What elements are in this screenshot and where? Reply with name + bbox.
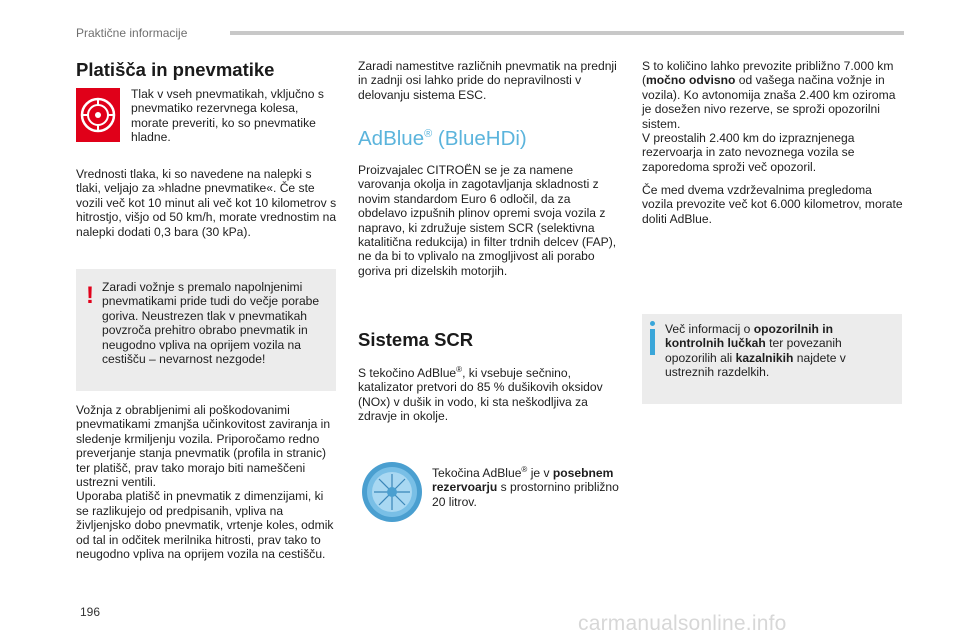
adblue-intro-paragraph: Proizvajalec CITROËN se je za namene varovanja okolja in zagotavljanja skladnosti z novim standardom Euro 6 odločil, da za obdelavo izpušnih plinov opremi svoja vozila z napravo, ki združuje sistem SCR (selektivna katalitična redukcija) in filter trdnih delcev (FAP), ne da bi to vplivalo na zmogljivost ali porabo goriva pri dizelskih motorjih. — [358, 163, 617, 278]
scr-title: Sistema SCR — [358, 329, 474, 350]
info-text: Več informacij o opozorilnih in kontrolnih lučkah ter povezanih opozorilih ali kazalnikih najdete v ustreznih razdelkih. — [665, 322, 846, 380]
pressure-paragraph: Vrednosti tlaka, ki so navedene na nalepki s tlaki, veljajo za »hladne pnevmatike«. Če ste vozili več kot 10 minut ali več kot 10 kilometrov s hitrostjo, višjo od 50 km/h, morate vrednostim na nalepki dodati 0,3 bara (30 kPa). — [76, 167, 337, 239]
range-paragraph: S to količino lahko prevozite približno 7.000 km (močno odvisno od vašega načina vožnje in vozila). Ko avtonomija znaša 2.400 km oziroma je dosežen nivo rezerve, se sproži opozorilni sistem. — [642, 59, 896, 131]
page-number: 196 — [80, 605, 101, 619]
tire-check-text: Tlak v vseh pnevmatikah, vključno s pnevmatiko rezervnega kolesa, morate preveriti, ko so pnevmatike hladne. — [131, 87, 324, 145]
service-refill-paragraph: Če med dvema vzdrževalnima pregledoma vozila prevozite več kot 6.000 kilometrov, morate doliti AdBlue. — [642, 183, 903, 226]
adblue-title: AdBlue® (BlueHDi) — [358, 127, 527, 150]
warning-sequence-paragraph: V preostalih 2.400 km do izpraznjenega rezervoarja in zato nevoznega vozila se zaporedoma sproži več opozoril. — [642, 131, 855, 174]
warning-text: Zaradi vožnje s premalo napolnjenimi pnevmatikami pride tudi do večje porabe goriva. Neustrezen tlak v pnevmatikah povzroča prehitro obrabo pnevmatik in neugodno vpliva na oprijem vozila na cestišču – nevarnost nezgode! — [102, 280, 320, 367]
info-icon — [650, 321, 655, 355]
esc-paragraph: Zaradi namestitve različnih pnevmatik na prednji in zadnji osi lahko pride do nepravilnosti v delovanju sistema ESC. — [358, 59, 617, 102]
tire-warning-icon — [76, 88, 120, 142]
dimensions-paragraph: Uporaba platišč in pnevmatik z dimenzijami, ki se razlikujejo od predpisanih, vpliva na življenjsko dobo pnevmatik, vrtenje koles, odmik od tal in odčitek merilnika hitrosti, prav tako to neugodno vpliva na oprijem vozila na cestišču. — [76, 489, 334, 562]
tires-title: Platišča in pnevmatike — [76, 59, 275, 80]
section-header: Praktične informacije — [76, 26, 188, 40]
adblue-cap-icon — [361, 461, 423, 523]
header-rule — [230, 31, 904, 35]
watermark: carmanualsonline.info — [578, 612, 787, 635]
scr-paragraph: S tekočino AdBlue®, ki vsebuje sečnino, katalizator pretvori do 85 % dušikovih oksidov (NOx) v dušik in vodo, ki sta neškodljiva za zdravje in okolje. — [358, 365, 603, 424]
warning-exclamation-icon: ! — [86, 282, 94, 309]
tank-text: Tekočina AdBlue® je v posebnem rezervoarju s prostornino približno 20 litrov. — [432, 465, 619, 509]
worn-tires-paragraph: Vožnja z obrabljenimi ali poškodovanimi pnevmatikami zmanjša učinkovitost zaviranja in sledenje krmiljenju vozila. Priporočamo redno preverjanje stanja pnevmatik (profila in stranic) ter platišč, prav tako morajo biti nameščeni ustrezni ventili. — [76, 403, 331, 490]
